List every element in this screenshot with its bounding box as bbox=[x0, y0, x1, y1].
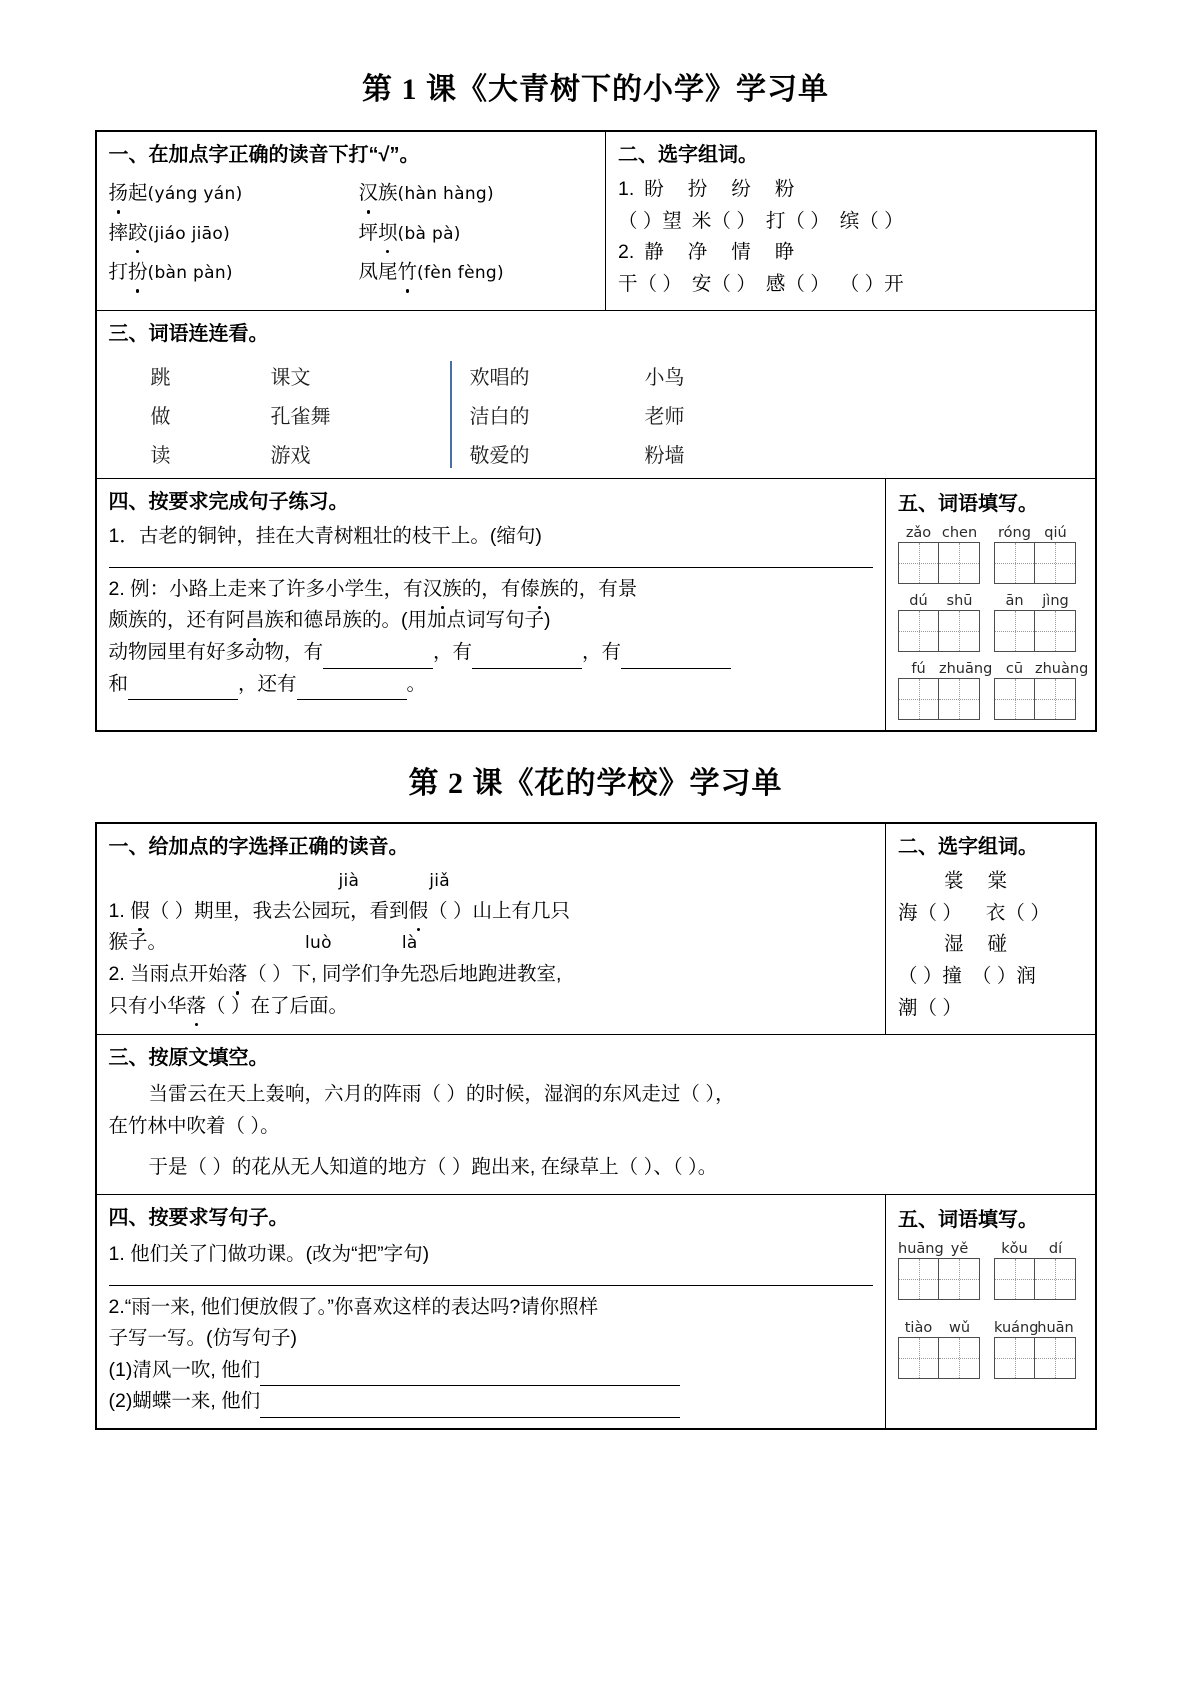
pinyin-syllable: huān bbox=[1037, 1319, 1074, 1336]
match-column-divider bbox=[450, 361, 470, 468]
tzg-row bbox=[898, 661, 1089, 720]
fill-blank[interactable] bbox=[260, 1365, 680, 1386]
tzg-pinyin bbox=[994, 525, 1076, 541]
char-pre: 凤尾 bbox=[358, 261, 398, 284]
match-right-noun[interactable]: 老师 bbox=[644, 406, 685, 429]
pinyin-syllable: chen bbox=[941, 525, 978, 542]
pinyin-text: (jiáo jiāo) bbox=[147, 223, 231, 244]
lesson1-s4-q2-line3 bbox=[109, 637, 874, 669]
text-fragment: 当雷云在天上轰响，六月的阵雨（ ）的时候，湿润的东风走过（ ）， bbox=[148, 1083, 735, 1106]
char-option[interactable]: 盼 bbox=[644, 178, 664, 200]
blank-item[interactable]: （ ）撞 bbox=[898, 965, 962, 988]
pinyin-syllable: qiú bbox=[1044, 525, 1067, 542]
tzg-word[interactable] bbox=[898, 661, 993, 720]
lesson2-s3-line2[interactable]: 在竹林中吹着（ ）。 bbox=[108, 1114, 280, 1137]
pinyin-syllable: róng bbox=[998, 525, 1031, 542]
lesson1-s1-heading: 一、在加点字正确的读音下打“√”。 bbox=[108, 144, 420, 166]
pinyin-item[interactable] bbox=[359, 257, 594, 289]
lesson1-sheet bbox=[95, 130, 1097, 732]
pinyin-syllable: jìng bbox=[1042, 593, 1069, 610]
char-option[interactable]: 睁 bbox=[774, 241, 795, 264]
dotted-char: 坝 bbox=[378, 218, 398, 250]
lesson1-section5-cell bbox=[886, 479, 1096, 732]
dotted-char: 落 bbox=[187, 991, 207, 1023]
pinyin-item[interactable] bbox=[109, 178, 359, 210]
lesson2-s4-q2-line1: 2.“雨一来, 他们便放假了。”你喜欢这样的表达吗?请你照样 bbox=[108, 1295, 599, 1318]
lesson2-s5-heading: 五、词语填写。 bbox=[898, 1208, 1038, 1231]
tzg-word[interactable] bbox=[898, 1241, 980, 1300]
fill-blank[interactable] bbox=[297, 679, 407, 700]
tzg-pinyin bbox=[898, 593, 980, 609]
lesson2-s2-group3-blanks bbox=[898, 993, 1083, 1025]
text-fragment: 只有小华 bbox=[108, 994, 187, 1017]
dotted-char: 落 bbox=[228, 959, 248, 991]
text-fragment: （ ）期里，我去公园玩，看到 bbox=[149, 899, 409, 922]
lesson1-s3-matching bbox=[151, 361, 1083, 468]
match-right-adj[interactable]: 欢唱的 bbox=[469, 367, 530, 390]
text-fragment: 的，有 bbox=[461, 577, 521, 600]
tzg-row bbox=[898, 525, 1083, 584]
fill-blank[interactable] bbox=[260, 1396, 680, 1417]
char-option[interactable]: 静 bbox=[644, 241, 664, 264]
fill-blank[interactable] bbox=[472, 647, 582, 668]
char-option[interactable]: 纷 bbox=[731, 178, 751, 200]
lesson2-section1-cell bbox=[96, 823, 886, 1034]
tzg-cells[interactable] bbox=[898, 610, 980, 652]
lesson1-s1-list bbox=[109, 178, 594, 289]
group-number: 1. bbox=[618, 178, 635, 200]
text-fragment: ，有 bbox=[582, 641, 622, 664]
pinyin-syllable: zǎo bbox=[905, 525, 932, 542]
lesson2-section2-cell bbox=[886, 823, 1096, 1034]
dotted-phrase: 汉族 bbox=[423, 574, 462, 606]
pinyin-item[interactable] bbox=[359, 178, 594, 210]
pinyin-text: (yáng yán) bbox=[147, 184, 243, 204]
lesson1-s2-group1-chars bbox=[618, 174, 1083, 206]
match-left-verb[interactable]: 做 bbox=[150, 406, 171, 429]
tzg-word[interactable] bbox=[994, 661, 1089, 720]
dotted-char: 扮 bbox=[128, 257, 148, 289]
text-fragment: 2. 例：小路上走来了许多小学生，有 bbox=[108, 577, 423, 600]
tzg-cells[interactable] bbox=[994, 542, 1076, 584]
fill-blank[interactable] bbox=[323, 647, 433, 668]
dotted-char: 假 bbox=[409, 896, 429, 928]
pinyin-item[interactable] bbox=[109, 218, 359, 250]
lesson2-sheet bbox=[95, 822, 1097, 1430]
pinyin-syllable: shū bbox=[946, 593, 973, 610]
match-left-verb[interactable]: 跳 bbox=[150, 367, 171, 390]
pinyin-text: (fèn fèng) bbox=[417, 263, 504, 284]
pinyin-item[interactable] bbox=[359, 218, 594, 250]
blank-item[interactable]: 干（ ） bbox=[618, 272, 682, 295]
text-fragment: 2. 当雨点开始 bbox=[108, 963, 228, 985]
blank-item[interactable]: 感（ ） bbox=[765, 272, 830, 295]
lesson2-s2-group2-blanks bbox=[898, 961, 1083, 993]
tzg-pinyin bbox=[898, 525, 980, 541]
tzg-word[interactable] bbox=[994, 525, 1076, 584]
match-right-adj[interactable]: 洁白的 bbox=[469, 406, 530, 429]
fill-blank[interactable] bbox=[128, 679, 238, 700]
tzg-word[interactable] bbox=[994, 1241, 1076, 1300]
lesson1-row-2 bbox=[96, 311, 1096, 479]
pinyin-syllable: zhuàng bbox=[1035, 661, 1089, 678]
tzg-row bbox=[898, 1241, 1083, 1300]
lesson1-s4-heading: 四、按要求完成句子练习。 bbox=[108, 491, 349, 514]
blank-item[interactable]: 海（ ） bbox=[898, 901, 962, 924]
lesson2-section5-cell bbox=[886, 1194, 1096, 1428]
pinyin-syllable: kǒu bbox=[1001, 1240, 1028, 1257]
lesson2-s1-q2-line2 bbox=[109, 991, 874, 1023]
lesson2-s2-heading: 二、选字组词。 bbox=[898, 836, 1038, 859]
pinyin-option: jià bbox=[338, 871, 360, 892]
lesson2-section4-cell bbox=[96, 1194, 886, 1428]
dotted-phrase: 阿昌族 bbox=[226, 605, 285, 637]
lesson1-s2-group2-chars bbox=[618, 237, 1083, 269]
blank-item[interactable]: 米（ ） bbox=[691, 209, 756, 232]
text-fragment: ，还有 bbox=[238, 672, 297, 695]
text-fragment: 和德昂族的。(用加点词写句子) bbox=[284, 609, 551, 632]
char-option[interactable]: 棠 bbox=[987, 870, 1008, 893]
pinyin-syllable: dí bbox=[1048, 1240, 1063, 1257]
blank-item[interactable]: 缤（ ） bbox=[839, 209, 904, 232]
pinyin-syllable: yě bbox=[950, 1240, 969, 1257]
lesson1-s4-q2-line4 bbox=[109, 669, 874, 701]
tzg-pinyin bbox=[898, 1320, 980, 1336]
group-number: 2. bbox=[618, 241, 635, 264]
tzg-pinyin bbox=[994, 1320, 1076, 1336]
tzg-pinyin bbox=[994, 593, 1076, 609]
char-option[interactable]: 情 bbox=[731, 241, 751, 264]
char-option[interactable]: 净 bbox=[687, 241, 708, 264]
text-fragment: (2)蝴蝶一来, 他们 bbox=[108, 1390, 261, 1413]
text-fragment: ，有 bbox=[433, 641, 473, 664]
lesson1-section4-cell bbox=[96, 479, 886, 732]
lesson2-s3-heading: 三、按原文填空。 bbox=[108, 1047, 269, 1070]
match-left-noun[interactable]: 游戏 bbox=[270, 445, 311, 468]
lesson2-s1-heading: 一、给加点的字选择正确的读音。 bbox=[108, 836, 409, 859]
lesson2-s1-q1-line1 bbox=[109, 896, 874, 928]
pinyin-syllable: dú bbox=[909, 593, 928, 610]
tzg-cells[interactable] bbox=[898, 1258, 980, 1300]
match-right-adj[interactable]: 敬爱的 bbox=[469, 445, 530, 468]
tzg-word[interactable] bbox=[994, 593, 1076, 652]
tzg-cells[interactable] bbox=[898, 678, 980, 720]
lesson2-s1-q2-line1 bbox=[109, 959, 874, 991]
blank-item[interactable]: （ ）望 bbox=[618, 209, 682, 232]
lesson1-s2-heading: 二、选字组词。 bbox=[618, 144, 758, 166]
match-right-noun[interactable]: 小鸟 bbox=[644, 367, 685, 390]
text-fragment: （ ）在了后面。 bbox=[206, 994, 348, 1017]
tzg-cells[interactable] bbox=[994, 678, 1076, 720]
lesson1-s4-q2-line2 bbox=[109, 605, 874, 637]
pinyin-item[interactable] bbox=[109, 257, 359, 289]
char-rest: 起 bbox=[128, 182, 148, 204]
tzg-cells[interactable] bbox=[994, 1258, 1076, 1300]
text-fragment: （ ）下, 同学们争先恐后地跑进教室, bbox=[247, 963, 562, 985]
text-fragment: (1)清风一吹, 他们 bbox=[108, 1358, 261, 1381]
blank-item[interactable]: 安（ ） bbox=[691, 272, 756, 295]
lesson1-section1-cell bbox=[96, 131, 606, 311]
tzg-cells[interactable] bbox=[994, 610, 1076, 652]
char-option[interactable]: 湿 bbox=[944, 933, 964, 956]
lesson2-title: 第 2 课《花的学校》学习单 bbox=[408, 767, 783, 801]
lesson2-s4-heading: 四、按要求写句子。 bbox=[108, 1206, 289, 1229]
pinyin-option: jiǎ bbox=[429, 871, 451, 892]
lesson1-s3-heading: 三、词语连连看。 bbox=[108, 323, 269, 346]
lesson1-s2-group1-blanks bbox=[618, 206, 1083, 238]
tzg-word[interactable] bbox=[898, 593, 980, 652]
text-fragment: 动物园里有好多动物，有 bbox=[108, 641, 324, 664]
text-fragment: 于是（ ）的花从无人知道的地方（ ）跑出来, 在绿草上（ ）、（ ）。 bbox=[148, 1156, 718, 1179]
lesson1-row-3 bbox=[96, 479, 1096, 732]
dotted-char: 竹 bbox=[398, 257, 418, 289]
pinyin-option: luò bbox=[305, 933, 332, 954]
lesson2-section3-cell bbox=[96, 1035, 1096, 1195]
tzg-pinyin bbox=[994, 661, 1089, 678]
match-left-noun[interactable]: 孔雀舞 bbox=[270, 406, 331, 429]
char-rest: 族 bbox=[378, 182, 398, 204]
lesson2-row-3 bbox=[96, 1194, 1096, 1428]
text-fragment: （ ）山上有几只 bbox=[428, 899, 571, 922]
lesson2-s2-group1-blanks bbox=[898, 898, 1083, 930]
text-fragment: 颇族的，还有 bbox=[108, 609, 226, 632]
fill-blank[interactable] bbox=[621, 647, 731, 668]
dotted-char: 假 bbox=[130, 896, 150, 928]
answer-line[interactable] bbox=[109, 1285, 874, 1286]
pinyin-syllable: wǔ bbox=[948, 1319, 971, 1336]
lesson1-s5-heading: 五、词语填写。 bbox=[898, 493, 1038, 516]
tzg-cells[interactable] bbox=[898, 542, 980, 584]
lesson2-s2-group1-chars bbox=[898, 866, 1083, 898]
lesson1-title: 第 1 课《大青树下的小学》学习单 bbox=[362, 73, 829, 106]
lesson2-s1-pinyin-row1 bbox=[109, 868, 874, 896]
dotted-char: 跤 bbox=[128, 218, 148, 250]
blank-item[interactable]: 潮（ ） bbox=[898, 996, 962, 1019]
tzg-row bbox=[898, 593, 1083, 652]
match-left-noun[interactable]: 课文 bbox=[270, 367, 311, 390]
text-fragment: 的，有景 bbox=[559, 577, 638, 600]
pinyin-syllable: huāng bbox=[898, 1240, 944, 1257]
blank-item[interactable]: （ ）润 bbox=[971, 965, 1036, 988]
text-fragment: 和 bbox=[108, 672, 129, 695]
char-option[interactable]: 碰 bbox=[987, 933, 1008, 956]
lesson1-s4-q2-line1 bbox=[109, 574, 874, 606]
lesson2-s3-line1[interactable] bbox=[109, 1079, 1083, 1111]
pinyin-text: (bàn pàn) bbox=[147, 263, 233, 284]
lesson1-row-1 bbox=[96, 131, 1096, 311]
char-pre: 打 bbox=[108, 261, 129, 284]
lesson2-s4-q2-sub1 bbox=[109, 1355, 874, 1387]
dotted-char: 扬 bbox=[109, 178, 129, 210]
lesson2-s4-q2-sub2 bbox=[109, 1386, 874, 1418]
char-option[interactable]: 裳 bbox=[944, 870, 964, 893]
pinyin-syllable: tiào bbox=[904, 1319, 933, 1336]
lesson1-section2-cell bbox=[606, 131, 1096, 311]
match-right-noun[interactable]: 粉墙 bbox=[644, 445, 685, 468]
tzg-word[interactable] bbox=[994, 1320, 1076, 1379]
lesson2-s3-line3[interactable] bbox=[109, 1152, 1083, 1184]
lesson2-row-1 bbox=[96, 823, 1096, 1034]
blank-item[interactable]: 衣（ ） bbox=[985, 901, 1050, 924]
lesson1-section3-cell bbox=[96, 311, 1096, 479]
lesson2-s4-q1: 1. 他们关了门做功课。(改为“把”字句) bbox=[108, 1242, 430, 1265]
match-left-verb[interactable]: 读 bbox=[150, 445, 171, 468]
text-fragment: 1. bbox=[108, 899, 131, 922]
lesson2-s2-group2-chars bbox=[898, 929, 1083, 961]
lesson2-row-2 bbox=[96, 1035, 1096, 1195]
tzg-word[interactable] bbox=[898, 525, 980, 584]
tzg-pinyin bbox=[994, 1241, 1076, 1257]
tzg-cells[interactable] bbox=[898, 1337, 980, 1379]
tzg-cells[interactable] bbox=[994, 1337, 1076, 1379]
char-pre: 坪 bbox=[358, 221, 379, 244]
pinyin-syllable: ān bbox=[1005, 593, 1024, 610]
tzg-row bbox=[898, 1320, 1083, 1379]
pinyin-syllable: zhuāng bbox=[939, 661, 993, 678]
answer-line[interactable] bbox=[109, 567, 874, 568]
lesson2-s1-q1-line2 bbox=[109, 927, 874, 959]
tzg-pinyin bbox=[898, 661, 993, 678]
lesson1-s2-group2-blanks bbox=[618, 269, 1083, 301]
dotted-phrase: 傣族 bbox=[520, 574, 559, 606]
pinyin-text: (hàn hàng) bbox=[397, 184, 494, 204]
tzg-word[interactable] bbox=[898, 1320, 980, 1379]
pinyin-text: (bà pà) bbox=[397, 223, 461, 244]
blank-item[interactable]: 打（ ） bbox=[765, 209, 830, 232]
pinyin-option: là bbox=[401, 933, 418, 954]
char-pre: 摔 bbox=[108, 221, 129, 244]
pinyin-syllable: cū bbox=[1005, 661, 1024, 678]
dotted-char: 汉 bbox=[359, 178, 379, 210]
text-fragment: 猴子。 bbox=[108, 931, 168, 954]
tzg-pinyin bbox=[898, 1241, 980, 1257]
text-fragment: 。 bbox=[406, 672, 427, 695]
blank-item[interactable]: （ ）开 bbox=[839, 272, 904, 295]
char-option[interactable]: 粉 bbox=[774, 178, 795, 200]
pinyin-syllable: fú bbox=[911, 661, 926, 678]
pinyin-syllable: kuáng bbox=[994, 1319, 1039, 1336]
lesson1-s4-q1: 1．古老的铜钟，挂在大青树粗壮的枝干上。(缩句) bbox=[108, 525, 542, 548]
lesson2-s4-q2-line2: 子写一写。(仿写句子) bbox=[108, 1327, 297, 1350]
char-option[interactable]: 扮 bbox=[687, 178, 708, 200]
